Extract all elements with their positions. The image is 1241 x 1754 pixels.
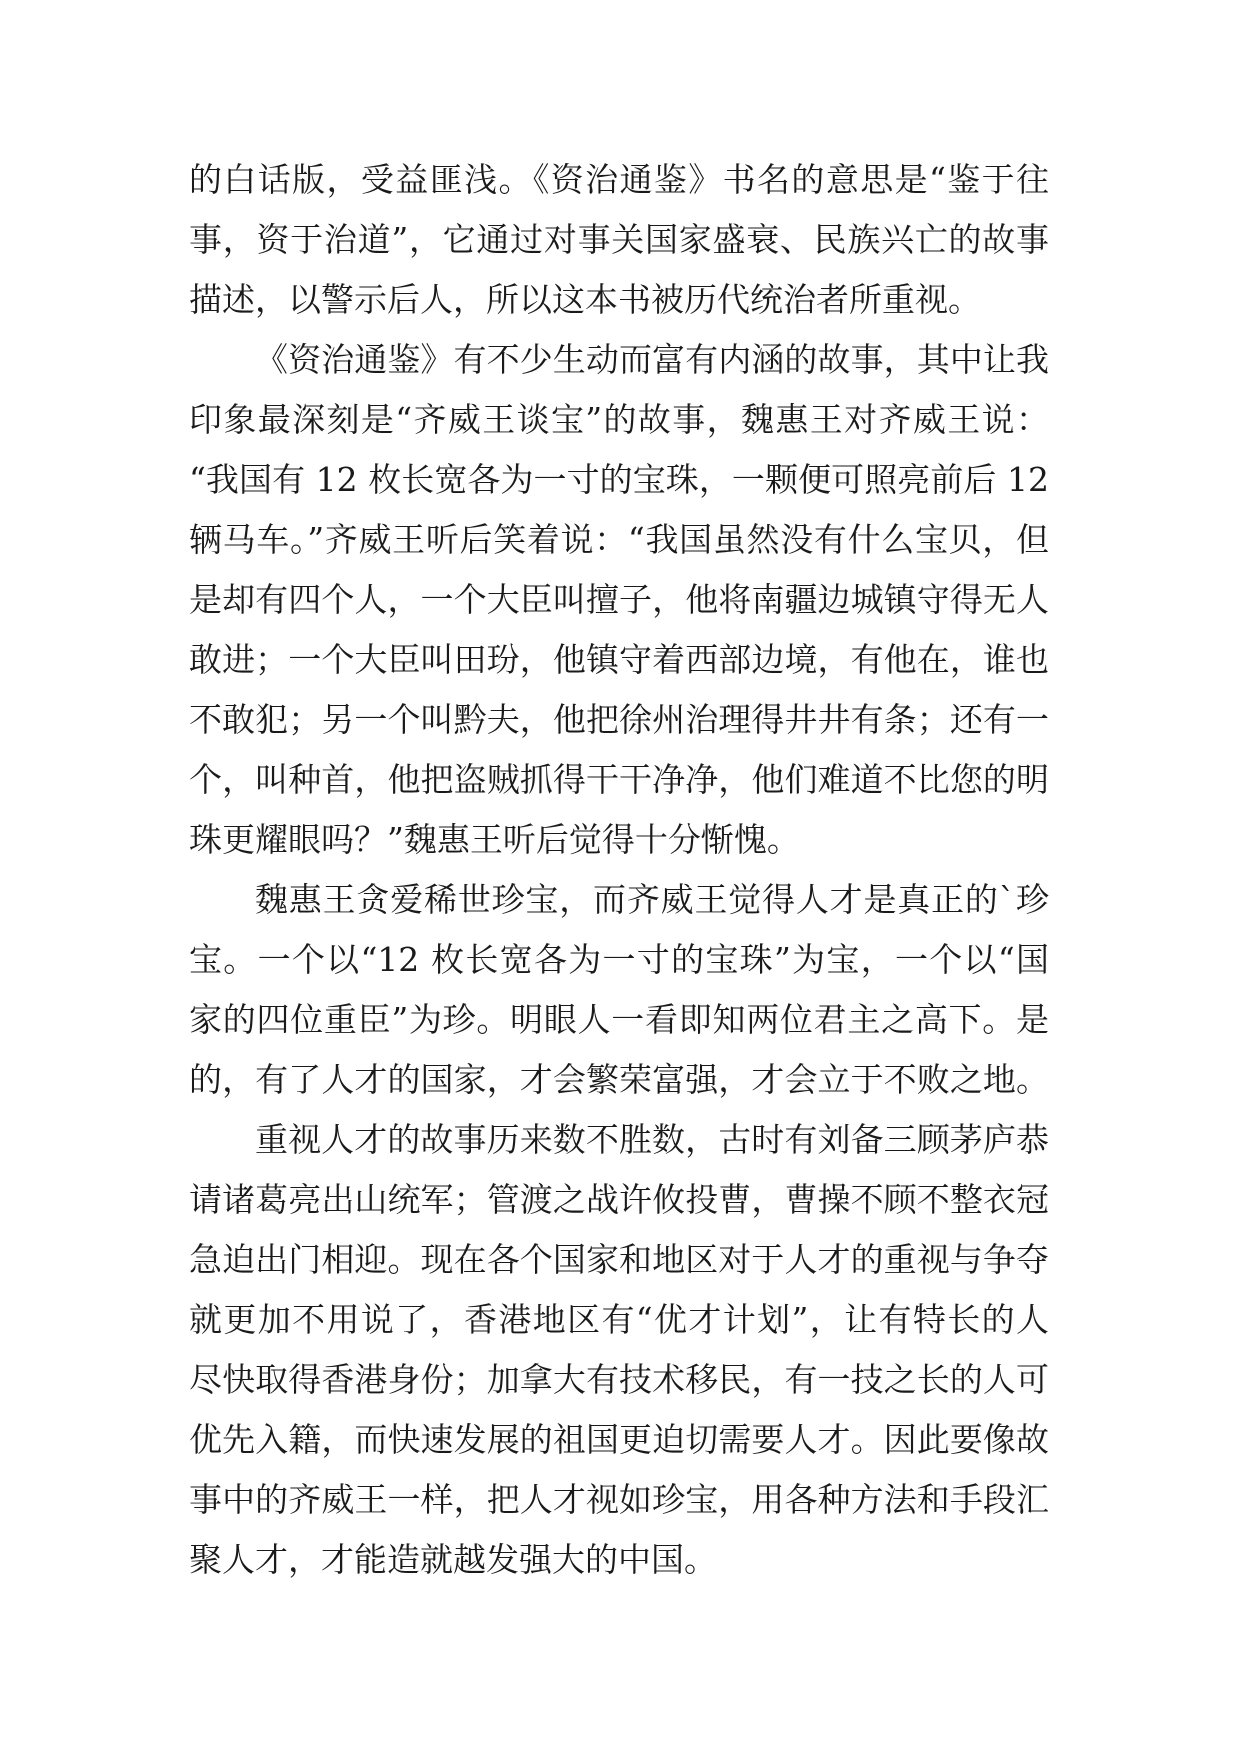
text-line: 重视人才的故事历来数不胜数，古时有刘备三顾茅庐恭 (255, 1120, 1049, 1159)
text-line: “我国有 12 枚长宽各为一寸的宝珠，一颗便可照亮前后 12 (189, 460, 1049, 499)
text-line: 是却有四个人，一个大臣叫擅子，他将南疆边城镇守得无人 (189, 580, 1049, 619)
text-line: 珠更耀眼吗？”魏惠王听后觉得十分惭愧。 (189, 820, 800, 859)
text-line: 辆马车。”齐威王听后笑着说：“我国虽然没有什么宝贝，但 (189, 520, 1049, 559)
text-line: 印象最深刻是“齐威王谈宝”的故事，魏惠王对齐威王说： (189, 400, 1049, 439)
text-line: 请诸葛亮出山统军；管渡之战许攸投曹，曹操不顾不整衣冠 (189, 1180, 1049, 1219)
document-body (189, 150, 1069, 1590)
text-line: 就更加不用说了，香港地区有“优才计划”，让有特长的人 (189, 1300, 1049, 1339)
text-line: 尽快取得香港身份；加拿大有技术移民，有一技之长的人可 (189, 1360, 1049, 1399)
text-line: 事中的齐威王一样，把人才视如珍宝，用各种方法和手段汇 (189, 1480, 1049, 1519)
text-line: 家的四位重臣”为珍。明眼人一看即知两位君主之高下。是 (189, 1000, 1049, 1039)
text-line: 的白话版，受益匪浅。《资治通鉴》书名的意思是“鉴于往 (189, 160, 1049, 199)
text-line: 事，资于治道”，它通过对事关国家盛衰、民族兴亡的故事 (189, 220, 1049, 259)
text-line: 聚人才，才能造就越发强大的中国。 (189, 1540, 717, 1579)
text-line: 敢进；一个大臣叫田玢，他镇守着西部边境，有他在，谁也 (189, 640, 1049, 679)
text-line: 急迫出门相迎。现在各个国家和地区对于人才的重视与争夺 (189, 1240, 1049, 1279)
text-line: 魏惠王贪爱稀世珍宝，而齐威王觉得人才是真正的`珍 (255, 880, 1049, 919)
text-line: 优先入籍，而快速发展的祖国更迫切需要人才。因此要像故 (189, 1420, 1049, 1459)
text-line: 宝。一个以“12 枚长宽各为一寸的宝珠”为宝，一个以“国 (189, 940, 1049, 979)
text-line: 的，有了人才的国家，才会繁荣富强，才会立于不败之地。 (189, 1060, 1049, 1099)
text-line: 不敢犯；另一个叫黔夫，他把徐州治理得井井有条；还有一 (189, 700, 1049, 739)
text-line: 描述，以警示后人，所以这本书被历代统治者所重视。 (189, 280, 981, 319)
text-line: 个，叫种首，他把盗贼抓得干干净净，他们难道不比您的明 (189, 760, 1049, 799)
text-line: 《资治通鉴》有不少生动而富有内涵的故事，其中让我 (255, 340, 1049, 379)
